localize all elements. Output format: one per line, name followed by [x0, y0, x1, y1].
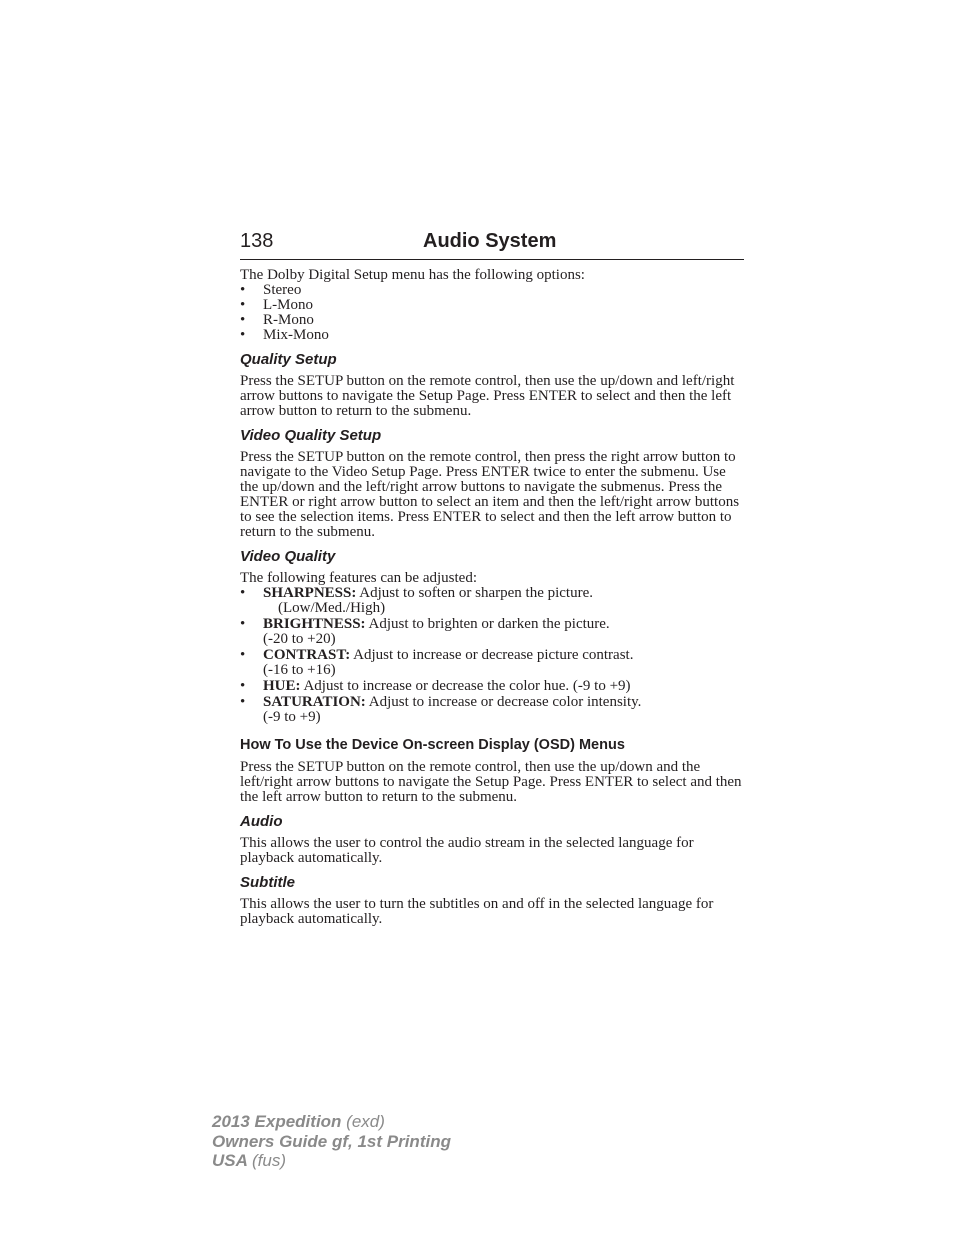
list-item [240, 617, 746, 647]
list-item: • L-Mono [240, 297, 313, 313]
subtitle-body: This allows the user to turn the subtitles on and off in the selected language for playback automatically. [240, 896, 714, 927]
feature-desc: Adjust to increase or decrease color intensity. [368, 694, 642, 710]
video-quality-intro: The following features can be adjusted: [240, 570, 477, 586]
feature-range: (-9 to +9) [263, 709, 321, 725]
bullet-icon: • [240, 297, 246, 313]
bullet-icon: • [240, 327, 246, 343]
dolby-intro: The Dolby Digital Setup menu has the following options: [240, 267, 585, 283]
list-item: • R-Mono [240, 312, 314, 328]
feature-term: HUE: [263, 678, 301, 694]
feature-desc: Adjust to increase or decrease picture contrast. [353, 647, 634, 663]
dolby-options-list [240, 283, 746, 343]
list-item [240, 679, 746, 694]
footer-line-region: USA (fus) [212, 1151, 286, 1170]
page-number: 138 [240, 230, 274, 252]
audio-heading: Audio [240, 813, 283, 830]
feature-term: SATURATION: [263, 694, 366, 710]
video-features-list [240, 586, 746, 725]
video-quality-heading: Video Quality [240, 548, 336, 565]
audio-body: This allows the user to control the audio stream in the selected language for playback automatically. [240, 835, 694, 866]
feature-term: SHARPNESS: [263, 585, 357, 601]
list-item: • Stereo [240, 282, 302, 298]
subtitle-heading: Subtitle [240, 874, 295, 891]
video-quality-setup-body: Press the SETUP button on the remote control, then press the right arrow button to navigate to the Video Setup Page. Press ENTER twice to enter the submenu. Use the up/down and the left/right arrow buttons to navigate the submenus. Press the ENTER or right arrow button to select an item and then the left/right arrow buttons to see the selection items. Press ENTER to select and then the left arrow button to return to the submenu. [240, 449, 740, 540]
feature-range: (-20 to +20) [263, 631, 336, 647]
video-quality-setup-heading: Video Quality Setup [240, 427, 382, 444]
osd-heading: How To Use the Device On-screen Display (OSD) Menus [240, 737, 625, 753]
page-header [240, 228, 744, 260]
feature-range: (Low/Med./High) [278, 600, 386, 616]
feature-desc: Adjust to increase or decrease the color hue. (-9 to +9) [303, 678, 631, 694]
bullet-icon: • [240, 694, 246, 710]
bullet-icon: • [240, 585, 246, 601]
footer-line-model: 2013 Expedition (exd) [212, 1112, 385, 1131]
feature-desc: Adjust to brighten or darken the picture. [368, 616, 610, 632]
page-content [240, 268, 746, 927]
section-title: Audio System [423, 230, 557, 252]
print-footer [212, 1112, 451, 1171]
list-item [240, 586, 746, 616]
feature-term: BRIGHTNESS: [263, 616, 366, 632]
feature-range: (-16 to +16) [263, 662, 336, 678]
bullet-icon: • [240, 616, 246, 632]
osd-body: Press the SETUP button on the remote control, then use the up/down and the left/right arrow buttons to navigate the Setup Page. Press ENTER to select and then the left arrow button to return to the submenu. [240, 759, 742, 805]
list-item: • Mix-Mono [240, 327, 329, 343]
bullet-icon: • [240, 678, 246, 694]
bullet-icon: • [240, 282, 246, 298]
feature-desc: Adjust to soften or sharpen the picture. [359, 585, 593, 601]
footer-line-guide: Owners Guide gf, 1st Printing [212, 1131, 451, 1151]
list-item [240, 695, 746, 725]
bullet-icon: • [240, 647, 246, 663]
quality-setup-heading: Quality Setup [240, 351, 337, 368]
feature-term: CONTRAST: [263, 647, 351, 663]
bullet-icon: • [240, 312, 246, 328]
list-item [240, 648, 746, 678]
quality-setup-body: Press the SETUP button on the remote control, then use the up/down and left/right arrow buttons to navigate the Setup Page. Press ENTER to select and then the left arrow button to return to the submenu. [240, 373, 735, 419]
